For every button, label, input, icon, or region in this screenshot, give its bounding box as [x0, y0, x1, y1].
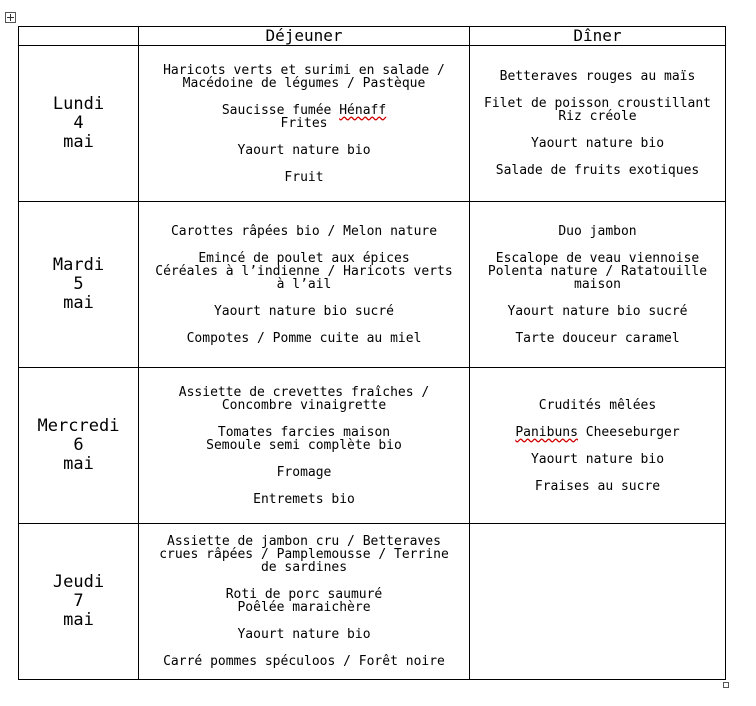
menu-course: [139, 171, 469, 184]
menu-course: [139, 386, 469, 412]
menu-line: Polenta nature / Ratatouille: [487, 263, 708, 279]
menu-line: Tarte douceur caramel: [515, 330, 680, 346]
day-name: Mercredi: [37, 416, 120, 436]
header-dinner: Dîner: [470, 27, 726, 46]
lunch-cell: [139, 46, 470, 202]
menu-line: Panibuns Cheeseburger: [515, 424, 680, 440]
menu-course: [470, 252, 725, 291]
menu-course: [470, 305, 725, 318]
menu-line: Concombre vinaigrette: [221, 397, 387, 413]
day-row: [19, 46, 726, 202]
menu-course: [139, 426, 469, 452]
menu-line: Betteraves rouges au maïs: [499, 69, 696, 84]
menu-line: Escalope de veau viennoise: [495, 250, 700, 266]
menu-course: [470, 480, 725, 493]
menu-course: [139, 332, 469, 345]
menu-course: [139, 104, 469, 130]
menu-line: Fromage: [276, 464, 332, 480]
menu-course: [470, 399, 725, 412]
menu-line: Riz créole: [558, 109, 637, 124]
menu-line: Assiette de jambon cru / Betteraves: [167, 534, 441, 549]
menu-line: Filet de poisson croustillant: [484, 96, 711, 111]
day-cell: [19, 202, 139, 368]
menu-line: Haricots verts et surimi en salade /: [163, 62, 445, 78]
menu-line: Céréales à l’indienne / Haricots verts: [155, 263, 453, 279]
day-row: [19, 368, 726, 524]
menu-course: [470, 426, 725, 439]
menu-course: [139, 655, 469, 668]
table-resize-handle[interactable]: [723, 682, 729, 688]
menu-course: [139, 588, 469, 614]
menu-line: Tomates farcies maison: [217, 424, 391, 440]
menu-line: Yaourt nature bio: [530, 451, 665, 467]
dinner-cell: [470, 46, 726, 202]
day-date: 4: [73, 113, 84, 133]
menu-course: [470, 164, 725, 177]
table-move-handle[interactable]: [5, 12, 16, 23]
day-month: mai: [63, 293, 94, 313]
menu-line: Compotes / Pomme cuite au miel: [186, 330, 422, 346]
dinner-cell: [470, 368, 726, 524]
day-cell: [19, 524, 139, 680]
day-month: mai: [63, 132, 94, 152]
menu-course: [470, 70, 725, 83]
menu-line: Yaourt nature bio sucré: [507, 303, 688, 319]
lunch-cell: [139, 368, 470, 524]
day-cell: [19, 368, 139, 524]
menu-line: Fraises au sucre: [534, 478, 661, 494]
menu-line: Yaourt nature bio: [237, 142, 371, 158]
menu-line: Saucisse fumée Hénaff: [221, 102, 387, 118]
menu-course: [139, 305, 469, 318]
lunch-cell: [139, 202, 470, 368]
day-date: 7: [73, 591, 84, 611]
menu-course: [470, 137, 725, 150]
menu-line: Emincé de poulet aux épices: [198, 250, 410, 266]
day-row: [19, 202, 726, 368]
day-month: mai: [63, 454, 94, 474]
menu-line: Salade de fruits exotiques: [495, 163, 700, 178]
menu-course: [470, 453, 725, 466]
header-row: [19, 27, 726, 46]
dinner-cell: [470, 524, 726, 680]
header-day: [19, 27, 139, 46]
day-cell: [19, 46, 139, 202]
weekly-menu-table: [18, 26, 726, 680]
menu-line: Roti de porc saumuré: [225, 587, 383, 602]
day-row: [19, 524, 726, 680]
menu-course: [139, 493, 469, 506]
day-name: Jeudi: [52, 572, 105, 592]
menu-course: [139, 466, 469, 479]
day-date: 5: [73, 274, 84, 294]
menu-line: Carré pommes spéculoos / Forêt noire: [163, 654, 445, 669]
menu-line: Duo jambon: [558, 223, 637, 239]
dinner-cell: [470, 202, 726, 368]
day-month: mai: [63, 610, 94, 630]
menu-line: à l’ail: [276, 276, 332, 292]
day-name: Lundi: [52, 94, 105, 114]
menu-line: de sardines: [260, 560, 348, 575]
menu-line: Entremets bio: [253, 491, 355, 507]
menu-line: Yaourt nature bio sucré: [213, 303, 394, 319]
menu-line: Yaourt nature bio: [237, 627, 371, 642]
menu-course: [139, 628, 469, 641]
header-lunch: Déjeuner: [139, 27, 470, 46]
menu-course: [139, 252, 469, 291]
menu-course: [470, 225, 725, 238]
menu-line: crues râpées / Pamplemousse / Terrine: [159, 547, 449, 562]
lunch-cell: [139, 524, 470, 680]
day-date: 6: [73, 435, 84, 455]
menu-line: Semoule semi complète bio: [206, 437, 402, 453]
menu-line: Yaourt nature bio: [530, 136, 665, 151]
menu-line: Frites: [280, 115, 328, 131]
day-name: Mardi: [52, 255, 105, 275]
menu-course: [470, 97, 725, 123]
menu-course: [139, 225, 469, 238]
menu-line: Fruit: [284, 169, 324, 185]
menu-course: [139, 64, 469, 90]
menu-course: [470, 332, 725, 345]
menu-line: maison: [574, 276, 621, 292]
menu-line: Crudités mêlées: [538, 397, 657, 413]
menu-line: Assiette de crevettes fraîches /: [178, 384, 430, 400]
menu-line: Carottes râpées bio / Melon nature: [170, 223, 438, 239]
menu-line: Poêlée maraichère: [237, 600, 371, 615]
menu-course: [139, 144, 469, 157]
menu-course: [139, 535, 469, 574]
menu-line: Macédoine de légumes / Pastèque: [182, 75, 426, 91]
